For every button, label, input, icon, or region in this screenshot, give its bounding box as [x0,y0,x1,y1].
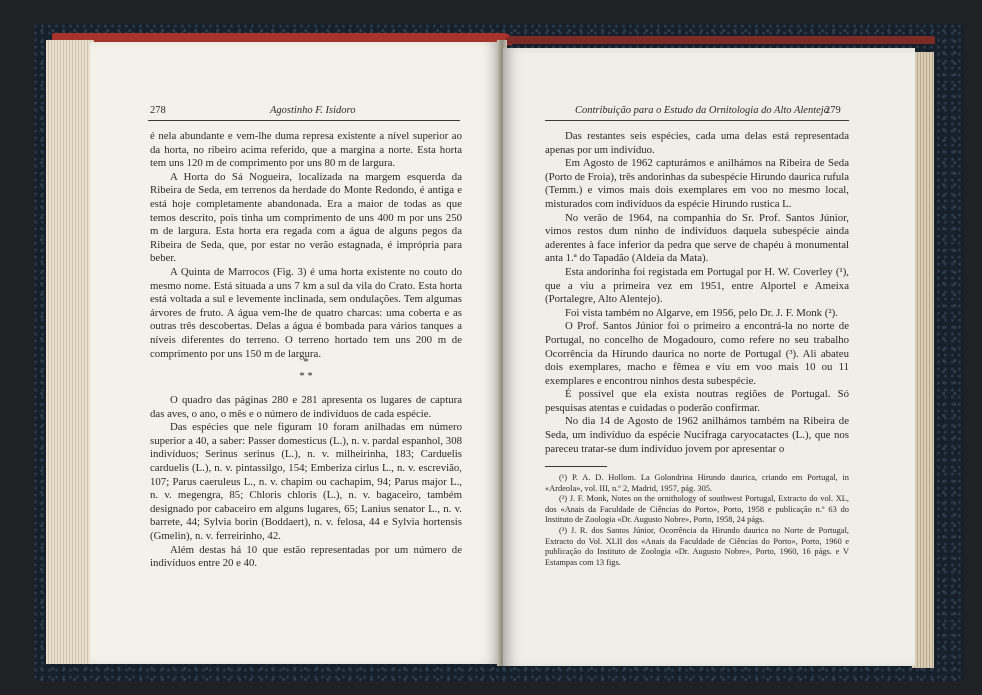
footnote-rule [545,466,607,467]
left-page [90,42,500,664]
page-number-right: 279 [825,105,841,116]
red-edge-right [505,36,935,44]
left-body-bottom [150,394,462,571]
footnotes [545,473,849,568]
separator-star-top: * [303,356,309,368]
header-rule-right [545,120,849,121]
paragraph: No dia 14 de Agosto de 1962 anilhámos também na Ribeira de Seda, um indivíduo da espécie Nucifraga caryocatactes (L.), que nos pareceu tratar-se dum indivíduo jovem por apresentar o [545,415,849,455]
paragraph: Das restantes seis espécies, cada uma delas está representada apenas por um indivíduo. [545,130,849,156]
paragraph: É possível que ela exista noutras regiões de Portugal. Só pesquisas atentas e cuidadas o poderão confirmar. [545,388,849,414]
page-number-left: 278 [150,105,166,116]
paragraph: A Quinta de Marrocos (Fig. 3) é uma horta existente no couto do mesmo nome. Está situada a uns 7 km a sul da vila do Crato. Esta horta está voltada a sul e levemente inclinada, sem ondulações. Tem algumas árvores de fruto. A água vem-lhe de quatro charcas: uma coberta e as outras três descobertas. Delas a água é bombada para vários tanques a níveis diferentes do terreno. O terreno hortado tem uns 200 m de comprimento por uns 150 m de largura. [150,265,462,360]
paragraph: O Prof. Santos Júnior foi o primeiro a encontrá-la no norte de Portugal, no concelho de Mogadouro, como refere no seu trabalho Ocorrência da Hirundo daurica no norte de Portugal (³). Ali abateu dois exemplares, macho e fêmea e viu em voo mais 10 ou 11 exemplares e encontrou ninhos desta subespécie. [545,320,849,387]
paragraph: Em Agosto de 1962 capturámos e anilhámos na Ribeira de Seda (Porto de Froia), três andorinhas da subespécie Hirundo daurica rufula (Temm.) e vimos mais dois exemplares em voo no mesmo local, misturados com indivíduos da espécie Hirundo rustica L. [545,157,850,210]
page-edges-left [46,40,94,664]
header-rule-left [148,120,460,121]
running-head-left: Agostinho F. Isidoro [270,105,356,116]
paragraph: Foi vista também no Algarve, em 1956, pelo Dr. J. F. Monk (²). [565,306,838,319]
separator-stars-bottom: * * [299,369,313,382]
paragraph: Das espécies que nele figuram 10 foram anilhadas em número superior a 40, a saber: Passer domesticus (L.), n. v. pardal espanhol, 308 indivíduos; Serinus serinus (L.), n. v. milheirinha, 183; Carduelis carduelis (L.), n. v. pintassilgo, 154; Emberiza cirlus L., n. v. escrevião, 107; Parus caeruleus L., n. v. chapim ou cachapim, 94; Parus major L., n. v. megengra, 85; Chloris chloris (L.), n. v. bagaceiro, também designado por cabaceiro em alguns lugares, 65; Lanius senator L., n. v. barrete, 44; Sylvia borin (Boddaert), n. v. felosa, 44 e Sylvia hortensis (Gmelin), n. v. ferreirinho, 42. [150,421,462,542]
paragraph: Além destas há 10 que estão representadas por um número de indivíduos entre 20 e 40. [150,543,462,570]
right-body [545,130,849,456]
paragraph: Esta andorinha foi registada em Portugal por H. W. Coverley (¹), que a viu a primeira vez em 1951, entre Alportel e Ameixa (Portalegre, Alto Alentejo). [545,265,849,306]
footnote: (²) J. F. Monk, Notes on the ornithology of southwest Portugal, Extracto do vol. XL, dos «Anais da Faculdade de Ciências do Porto», Porto, 1958 e publicação n.º 63 do Instituto de Zoologia «Dr. Augusto Nobre», Porto, 1958, 24 págs. [545,494,849,525]
paragraph: O quadro das páginas 280 e 281 apresenta os lugares de captura das aves, o ano, o mês e o número de indivíduos de cada espécie. [150,394,462,420]
paragraph: No verão de 1964, na companhia do Sr. Prof. Santos Júnior, vimos restos dum ninho de indivíduos daquela subespécie ainda aderentes à face inferior da pedra que serve de chapéu à monumental anta 1.ª do Tapadão (Aldeia da Mata). [545,211,849,265]
footnote: (¹) P. A. D. Hollom. La Golondrina Hirundo daurica, criando em Portugal, in «Ardeola», vol. III, n.º 2, Madrid, 1957, pág. 305. [545,473,849,493]
right-page [503,48,915,666]
running-head-right: Contribuição para o Estudo da Ornitologia do Alto Alentejo [575,105,829,116]
footnote: (³) J. R. dos Santos Júnior, Ocorrência da Hirundo daurica no Norte de Portugal, Extracto do Vol. XLII dos «Anais da Faculdade de Ciências do Porto», Porto, 1960 e publicação do Instituto de Zoologia «Dr. Augusto Nobre», Porto, 1960, 16 págs. e V Estampas com 13 figs. [545,525,849,567]
left-body-top [150,130,462,361]
section-separator [150,356,462,383]
paragraph: A Horta do Sá Nogueira, localizada na margem esquerda da Ribeira de Seda, em terrenos da herdade do Monte Redondo, é antiga e está hoje completamente abandonada. Era a maior de todas as que temos descrito, pois tinha um comprimento de uns 400 m por uns 250 m de largura. Esta horta era regada com a água de alguns pegos da Ribeira de Seda, que, por estar no verão estagnada, é imprópria para beber. [150,170,462,265]
page-edges-right [912,52,934,668]
paragraph: é nela abundante e vem-lhe duma represa existente a nível superior ao da horta, no ribeiro acima referido, que a margina a norte. Esta horta tem uns 120 m de comprimento por uns 80 m de largura. [150,130,462,170]
